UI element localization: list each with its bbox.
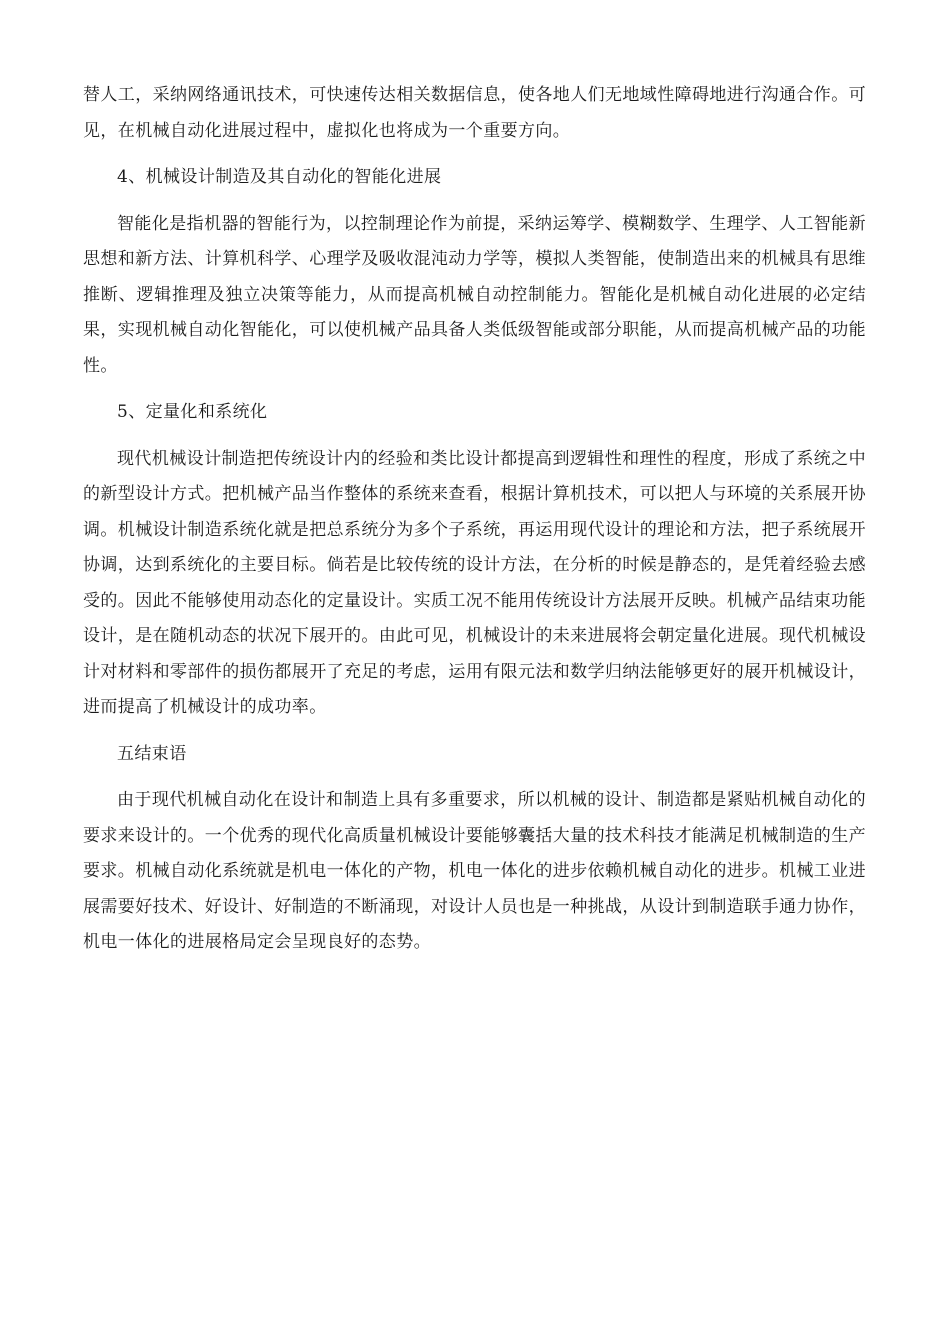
- paragraph-conclusion: 由于现代机械自动化在设计和制造上具有多重要求，所以机械的设计、制造都是紧贴机械自动化的要求来设计的。一个优秀的现代化高质量机械设计要能够囊括大量的技术科技才能满足机械制造的生产要求。机械自动化系统就是机电一体化的产物，机电一体化的进步依赖机械自动化的进步。机械工业进展需要好技术、好设计、好制造的不断涌现，对设计人员也是一种挑战，从设计到制造联手通力协作，机电一体化的进展格局定会呈现良好的态势。: [83, 790, 866, 952]
- paragraph-intro: 替人工，采纳网络通讯技术，可快速传达相关数据信息，使各地人们无地域性障碍地进行沟通合作。可见，在机械自动化进展过程中，虚拟化也将成为一个重要方向。: [83, 85, 866, 141]
- spacer: [83, 149, 866, 160]
- paragraph-section-4: 智能化是指机器的智能行为，以控制理论作为前提，采纳运筹学、模糊数学、生理学、人工智能新思想和新方法、计算机科学、心理学及吸收混沌动力学等，模拟人类智能，使制造出来的机械具有思维推断、逻辑推理及独立决策等能力，从而提高机械自动控制能力。智能化是机械自动化进展的必定结果，实现机械自动化智能化，可以使机械产品具备人类低级智能或部分职能，从而提高机械产品的功能性。: [83, 213, 866, 376]
- spacer: [83, 772, 866, 783]
- spacer: [83, 431, 866, 442]
- spacer: [83, 726, 866, 737]
- heading-section-5: 5、定量化和系统化: [117, 402, 268, 422]
- heading-section-4: 4、机械设计制造及其自动化的智能化进展: [117, 167, 442, 187]
- heading-conclusion: 五结束语: [117, 743, 187, 764]
- spacer: [83, 384, 866, 395]
- document-page: [83, 78, 866, 961]
- paragraph-section-5: 现代机械设计制造把传统设计内的经验和类比设计都提高到逻辑性和理性的程度，形成了系统之中的新型设计方式。把机械产品当作整体的系统来查看，根据计算机技术，可以把人与环境的关系展开协调。机械设计制造系统化就是把总系统分为多个子系统，再运用现代设计的理论和方法，把子系统展开协调，达到系统化的主要目标。倘若是比较传统的设计方法，在分析的时候是静态的，是凭着经验去感受的。因此不能够使用动态化的定量设计。实质工况不能用传统设计方法展开反映。机械产品结束功能设计，是在随机动态的状况下展开的。由此可见，机械设计的未来进展将会朝定量化进展。现代机械设计对材料和零部件的损伤都展开了充足的考虑，运用有限元法和数学归纳法能够更好的展开机械设计，进而提高了机械设计的成功率。: [83, 448, 866, 717]
- spacer: [83, 196, 866, 207]
